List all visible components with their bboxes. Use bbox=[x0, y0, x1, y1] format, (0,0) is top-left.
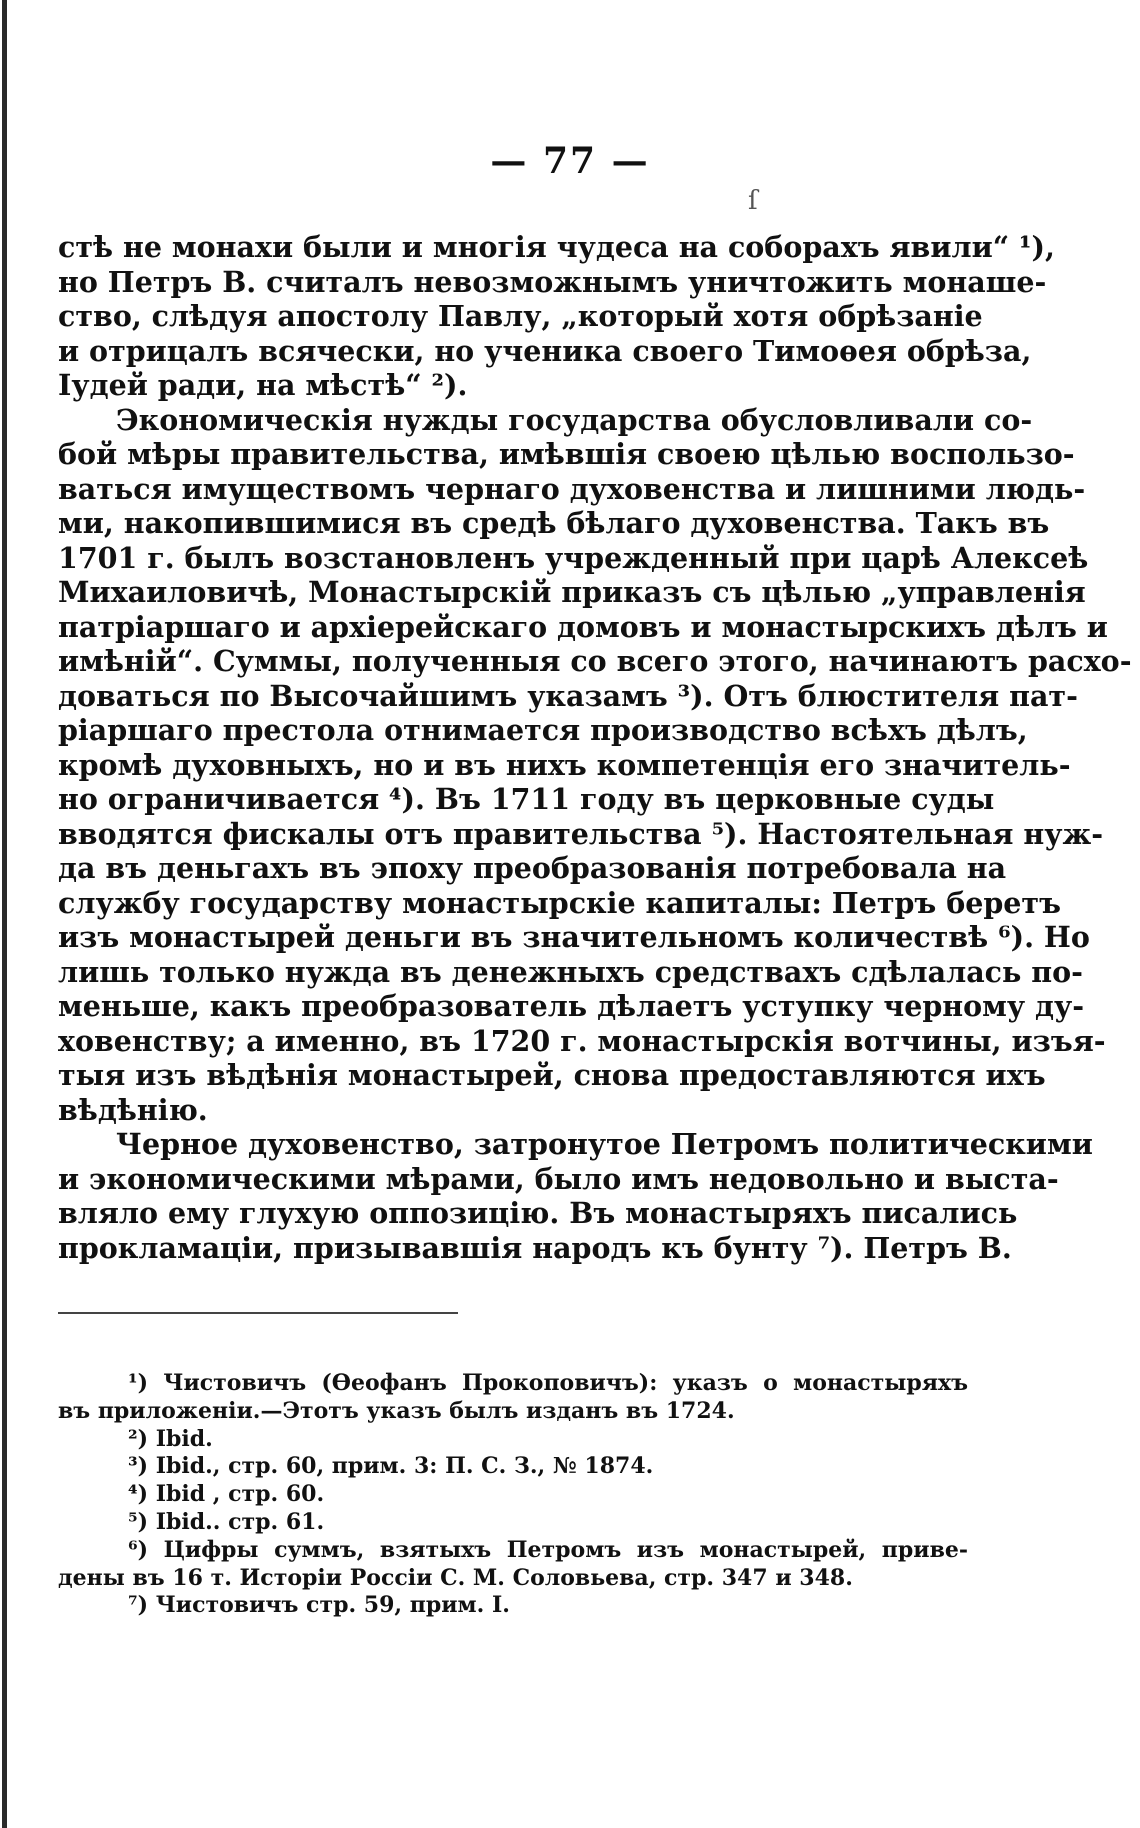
text-line: но Петръ В. считалъ невозможнымъ уничтожить монаше- bbox=[58, 264, 1047, 299]
text-line: тыя изъ вѣдѣнія монастырей, снова предоставляются ихъ bbox=[58, 1058, 1046, 1092]
text-line: ріаршаго престола отнимается производство всѣхъ дѣлъ, bbox=[58, 713, 1028, 747]
text-line: кромѣ духовныхъ, но и въ нихъ компетенція его значитель- bbox=[58, 747, 1071, 782]
text-line: ваться имуществомъ чернаго духовенства и лишними людь- bbox=[58, 471, 1086, 506]
text-line: Черное духовенство, затронутое Петромъ политическими bbox=[116, 1127, 1093, 1161]
text-line: стѣ не монахи были и многія чудеса на соборахъ явили“ ¹), bbox=[58, 230, 1055, 264]
footnote-line: ⁷) Чистовичъ стр. 59, прим. I. bbox=[128, 1592, 510, 1619]
text-line: ховенству; а именно, въ 1720 г. монастырскія вотчины, изъя- bbox=[58, 1023, 1106, 1058]
text-line: изъ монастырей деньги въ значительномъ количествѣ ⁶). Но bbox=[58, 920, 1090, 954]
text-line: ми, накопившимися въ средѣ бѣлаго духовенства. Такъ въ bbox=[58, 506, 1050, 540]
page-number: — 77 — bbox=[490, 140, 650, 182]
main-text bbox=[58, 230, 1132, 1265]
page-binding-edge bbox=[2, 0, 7, 1828]
footnote-separator bbox=[58, 1312, 458, 1314]
footnote-line: ⁶) Цифры суммъ, взятыхъ Петромъ изъ монастырей, приве- bbox=[128, 1536, 968, 1563]
footnote-line: ²) Ibid. bbox=[128, 1425, 213, 1452]
text-line: 1701 г. былъ возстановленъ учрежденный при царѣ Алексеѣ bbox=[58, 540, 1089, 575]
text-line: меньше, какъ преобразователь дѣлаетъ уступку черному ду- bbox=[58, 989, 1085, 1023]
pencil-mark: ſ bbox=[748, 186, 758, 216]
text-line: бой мѣры правительства, имѣвшія своею цѣлью воспользо- bbox=[58, 437, 1075, 471]
footnote-line: ¹) Чистовичъ (Ѳеофанъ Прокоповичъ): указъ о монастыряхъ bbox=[128, 1370, 968, 1396]
text-line: вводятся фискалы отъ правительства ⁵). Настоятельная нуж- bbox=[58, 816, 1104, 851]
footnote-line: ⁴) Ibid , стр. 60. bbox=[128, 1481, 325, 1508]
text-line: службу государству монастырскіе капиталы: Петръ беретъ bbox=[58, 885, 1061, 920]
footnote-line: дены въ 16 т. Исторіи Россіи С. М. Соловьева, стр. 347 и 348. bbox=[58, 1564, 853, 1591]
text-line: имѣній“. Суммы, полученныя со всего этого, начинаютъ расхо- bbox=[58, 644, 1132, 678]
text-line: патріаршаго и архіерейскаго домовъ и монастырскихъ дѣлъ и bbox=[58, 609, 1108, 644]
text-line: доваться по Высочайшимъ указамъ ³). Отъ блюстителя пат- bbox=[58, 678, 1078, 713]
text-line: и отрицалъ всячески, но ученика своего Тимоѳея обрѣза, bbox=[58, 333, 1032, 368]
footnote-line: ³) Ibid., стр. 60, прим. 3: П. С. З., № 1874. bbox=[128, 1453, 654, 1480]
text-line: Іудей ради, на мѣстѣ“ ²). bbox=[58, 368, 468, 402]
text-line: Экономическія нужды государства обусловливали со- bbox=[116, 402, 1033, 437]
text-line: и экономическими мѣрами, было имъ недовольно и выста- bbox=[58, 1161, 1059, 1196]
text-line: но ограничивается ⁴). Въ 1711 году въ церковные суды bbox=[58, 782, 995, 816]
footnote-line: ⁵) Ibid.. стр. 61. bbox=[128, 1508, 325, 1535]
text-line: ство, слѣдуя апостолу Павлу, „который хотя обрѣзаніе bbox=[58, 299, 983, 333]
footnotes bbox=[58, 1370, 968, 1620]
text-line: прокламаціи, призывавшія народъ къ бунту ⁷). Петръ В. bbox=[58, 1230, 1012, 1265]
text-line: лишь только нужда въ денежныхъ средствахъ сдѣлалась по- bbox=[58, 954, 1083, 989]
text-line: да въ деньгахъ въ эпоху преобразованія потребовала на bbox=[58, 851, 1007, 885]
text-line: вляло ему глухую оппозицію. Въ монастыряхъ писались bbox=[58, 1196, 1018, 1230]
text-line: Михаиловичѣ, Монастырскій приказъ съ цѣлью „управленія bbox=[58, 575, 1086, 609]
text-line: вѣдѣнію. bbox=[58, 1092, 208, 1127]
footnote-line: въ приложеніи.—Этотъ указъ былъ изданъ въ 1724. bbox=[58, 1397, 735, 1424]
